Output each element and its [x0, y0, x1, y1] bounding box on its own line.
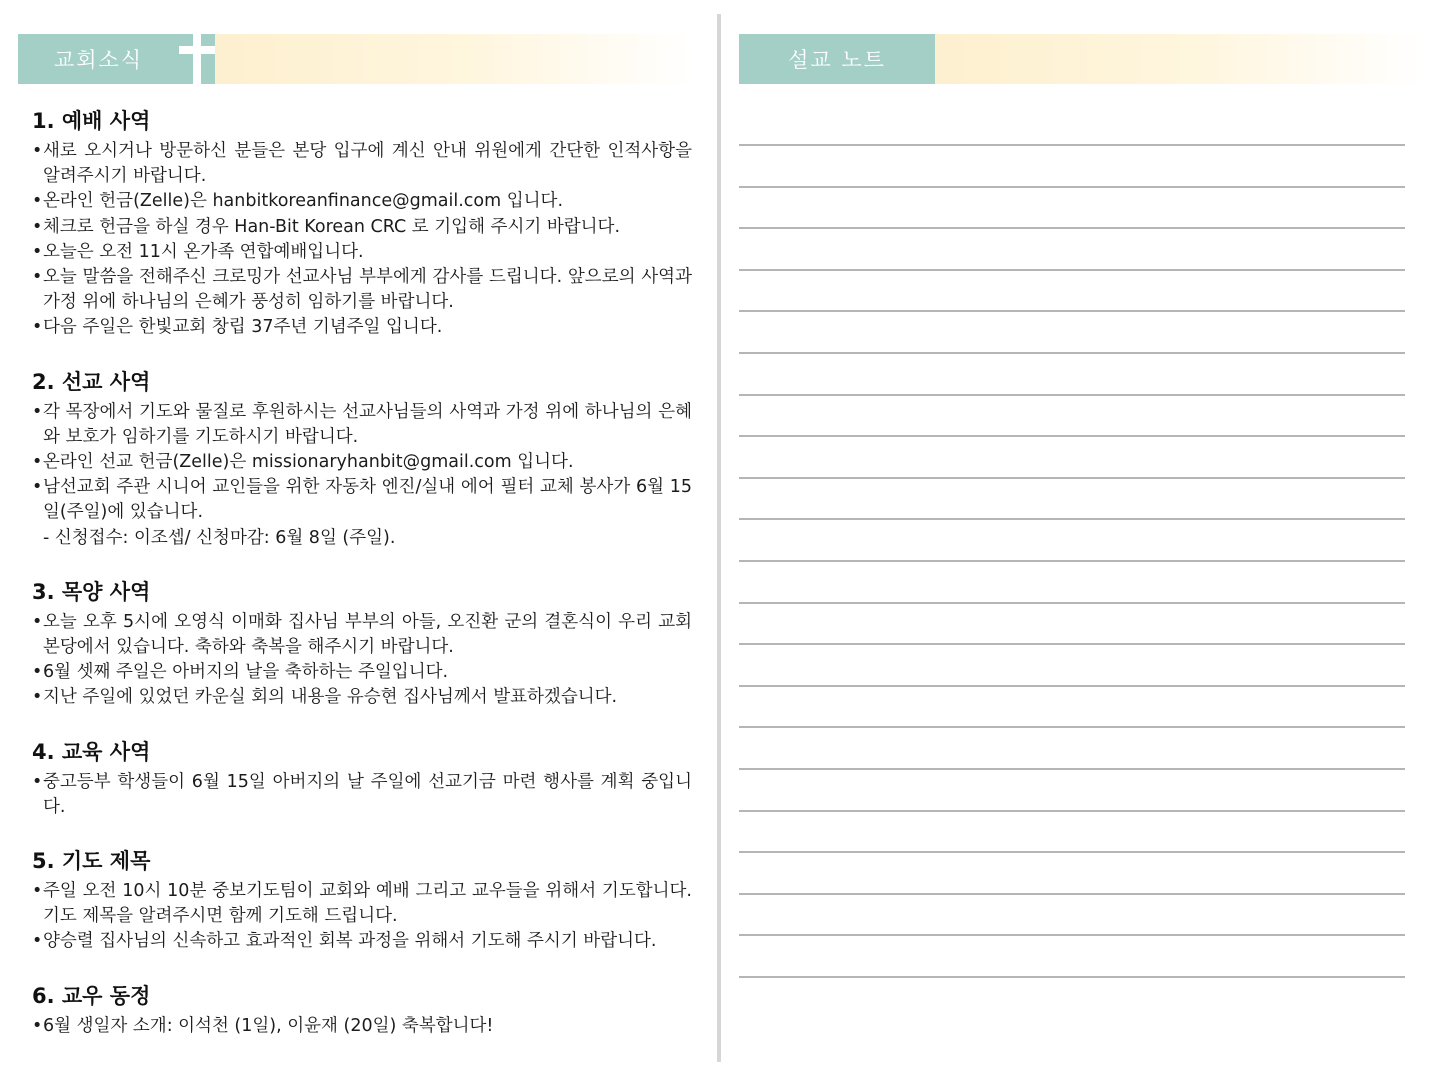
section-worship — [32, 106, 692, 341]
list-item: • 다음 주일은 한빛교회 창립 37주년 기념주일 입니다. — [32, 315, 692, 340]
note-line — [739, 726, 1405, 728]
news-header-band — [215, 34, 695, 84]
cross-icon — [193, 34, 201, 84]
page-divider — [717, 14, 721, 1062]
section-prayer — [32, 846, 692, 955]
list-item: • 오늘 오후 5시에 오영식 이매화 집사님 부부의 아들, 오진환 군의 결혼식이 우리 교회 본당에서 있습니다. 축하와 축복을 해주시기 바랍니다. — [32, 610, 692, 660]
note-line — [739, 394, 1405, 396]
list-item: • 오늘 말씀을 전해주신 크로밍가 선교사님 부부에게 감사를 드립니다. 앞으로의 사역과 가정 위에 하나님의 은혜가 풍성히 임하기를 바랍니다. — [32, 265, 692, 315]
note-line — [739, 352, 1405, 354]
section-title: 1. 예배 사역 — [32, 109, 151, 133]
note-line — [739, 643, 1405, 645]
news-header-tab — [18, 34, 179, 84]
note-line — [739, 144, 1405, 146]
cross-icon-bar — [179, 46, 215, 54]
list-item: • 온라인 선교 헌금(Zelle)은 missionaryhanbit@gmail.com 입니다. — [32, 450, 692, 475]
note-line — [739, 310, 1405, 312]
note-line — [739, 560, 1405, 562]
note-line — [739, 435, 1405, 437]
notes-header-band — [935, 34, 1425, 84]
list-item: • 양승렬 집사님의 신속하고 효과적인 회복 과정을 위해서 기도해 주시기 바랍니다. — [32, 929, 692, 954]
section-pastoral — [32, 577, 692, 711]
section-title: 2. 선교 사역 — [32, 369, 151, 394]
list-item: • 남선교회 주관 시니어 교인들을 위한 자동차 엔진/실내 에어 필터 교체 봉사가 6월 15일(주일)에 있습니다. — [32, 475, 692, 525]
list-item: • 6월 생일자 소개: 이석천 (1일), 이윤재 (20일) 축복합니다! — [32, 1014, 692, 1039]
list-item: • 지난 주일에 있었던 카운실 회의 내용을 유승현 집사님께서 발표하겠습니다. — [32, 685, 692, 710]
list-item: • 각 목장에서 기도와 물질로 후원하시는 선교사님들의 사역과 가정 위에 하나님의 은혜와 보호가 임하기를 기도하시기 바랍니다. — [32, 400, 692, 450]
note-line — [739, 934, 1405, 936]
note-line — [739, 186, 1405, 188]
section-education — [32, 737, 692, 820]
note-line — [739, 976, 1405, 978]
church-news — [32, 106, 692, 1065]
list-item: • 온라인 헌금(Zelle)은 hanbitkoreanfinance@gmail.com 입니다. — [32, 189, 692, 214]
note-line — [739, 518, 1405, 520]
list-item: • 새로 오시거나 방문하신 분들은 본당 입구에 계신 안내 위원에게 간단한 인적사항을 알려주시기 바랍니다. — [32, 139, 692, 189]
note-line — [739, 685, 1405, 687]
section-mission — [32, 367, 692, 551]
note-line — [739, 893, 1405, 895]
section-members — [32, 981, 692, 1039]
section-title: 6. 교우 동정 — [32, 983, 151, 1008]
section-title: 5. 기도 제목 — [32, 849, 151, 874]
list-item: • 주일 오전 10시 10분 중보기도팀이 교회와 예배 그리고 교우들을 위해서 기도합니다. 기도 제목을 알려주시면 함께 기도해 드립니다. — [32, 879, 692, 929]
list-item: • 6월 셋째 주일은 아버지의 날을 축하하는 주일입니다. — [32, 660, 692, 685]
note-line — [739, 810, 1405, 812]
list-subnote: - 신청접수: 이조셉/ 신청마감: 6월 8일 (주일). — [43, 527, 396, 548]
note-line — [739, 768, 1405, 770]
list-item: • 오늘은 오전 11시 온가족 연합예배입니다. — [32, 240, 692, 265]
list-item: • 중고등부 학생들이 6월 15일 아버지의 날 주일에 선교기금 마련 행사를 계획 중입니다. — [32, 770, 692, 820]
note-line — [739, 477, 1405, 479]
news-header-title: 교회소식 — [53, 48, 144, 72]
notes-header-title: 설교 노트 — [788, 48, 886, 72]
section-title: 4. 교육 사역 — [32, 739, 151, 764]
note-line — [739, 602, 1405, 604]
section-title: 3. 목양 사역 — [32, 579, 151, 604]
note-line — [739, 851, 1405, 853]
list-item: • 체크로 헌금을 하실 경우 Han-Bit Korean CRC 로 기입해 주시기 바랍니다. — [32, 215, 692, 240]
note-line — [739, 227, 1405, 229]
note-line — [739, 269, 1405, 271]
notes-header-tab — [739, 34, 935, 84]
